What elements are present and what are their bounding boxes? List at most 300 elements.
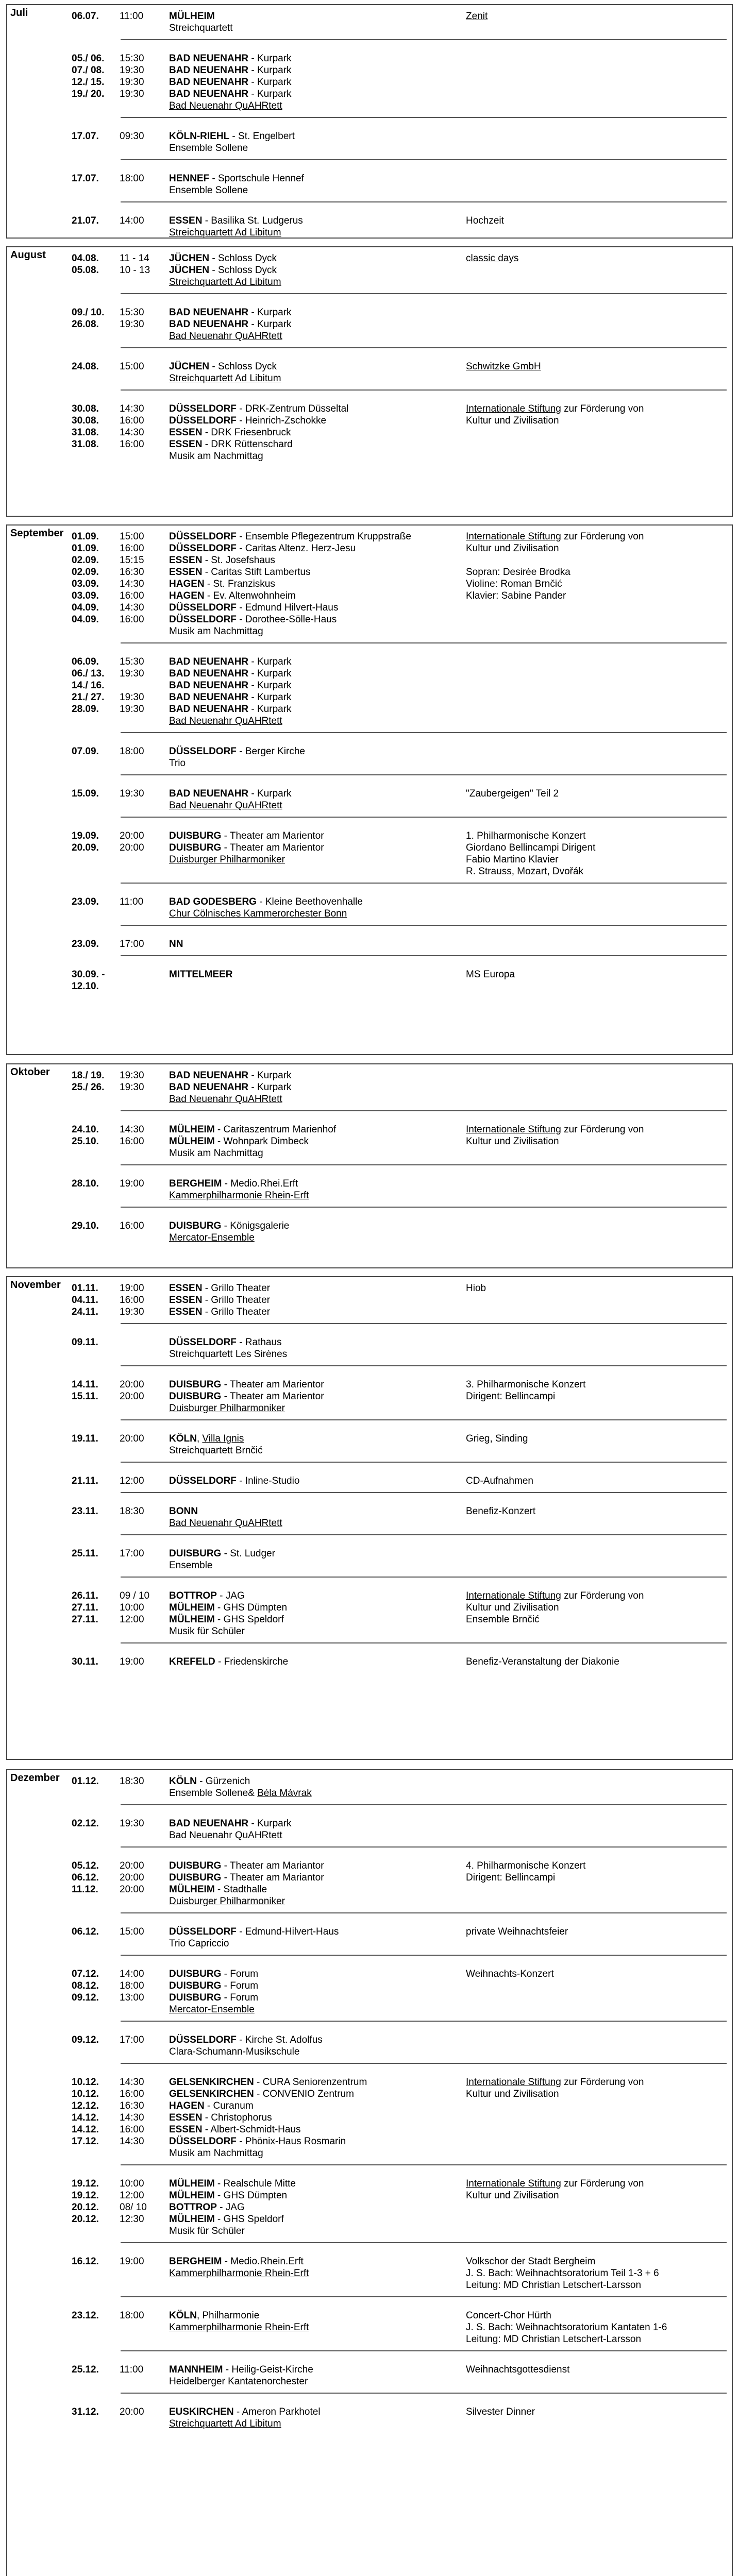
event-city: MÜLHEIM — [169, 1602, 215, 1613]
event-city: MÜLHEIM — [169, 2214, 215, 2225]
event-date: 27.11. — [72, 1602, 98, 1613]
month-section — [6, 4, 733, 239]
event-note: Kultur und Zivilisation — [466, 543, 559, 554]
event-date: 31.12. — [72, 2406, 99, 2417]
event-venue: BAD NEUENAHR - Kurpark — [169, 319, 292, 330]
event-venue: BAD NEUENAHR - Kurpark — [169, 65, 292, 76]
event-city: BAD NEUENAHR — [169, 89, 249, 99]
event-date: 31.08. — [72, 439, 99, 450]
event-venue: DÜSSELDORF - Dorothee-Sölle-Haus — [169, 614, 337, 625]
event-venue: Bad Neuenahr QuAHRtett — [169, 331, 282, 342]
event-time: 14:00 — [120, 1969, 144, 1979]
event-city: DÜSSELDORF — [169, 2035, 237, 2045]
event-venue: JÜCHEN - Schloss Dyck — [169, 265, 277, 276]
event-note: 1. Philharmonische Konzert — [466, 831, 586, 841]
event-venue: BAD NEUENAHR - Kurpark — [169, 788, 292, 799]
event-venue: ESSEN - Grillo Theater — [169, 1307, 271, 1317]
schedule-row — [7, 1819, 732, 1829]
schedule-row — [7, 1591, 732, 1601]
group-divider — [121, 1462, 727, 1463]
group-divider — [121, 2164, 727, 2165]
group-divider — [121, 774, 727, 775]
event-date: 27.11. — [72, 1614, 98, 1625]
event-date: 15.09. — [72, 788, 99, 799]
event-time: 20:00 — [120, 1860, 144, 1871]
event-venue: KÖLN-RIEHL - St. Engelbert — [169, 131, 295, 142]
event-note: MS Europa — [466, 969, 515, 980]
schedule-row — [7, 319, 732, 330]
schedule-row — [7, 2005, 732, 2015]
schedule-row — [7, 2191, 732, 2201]
schedule-row — [7, 2202, 732, 2213]
month-section — [6, 524, 733, 1055]
event-time: 19:30 — [120, 1307, 144, 1317]
event-note: Leitung: MD Christian Letschert-Larsson — [466, 2334, 642, 2345]
event-date: 10.12. — [72, 2089, 99, 2099]
schedule-row — [7, 2311, 732, 2321]
event-date: 02.09. — [72, 567, 99, 578]
event-note: Fabio Martino Klavier — [466, 854, 559, 865]
event-city: DUISBURG — [169, 1980, 222, 1991]
group-divider — [121, 1419, 727, 1420]
schedule-row — [7, 1380, 732, 1390]
event-date: 04.11. — [72, 1295, 98, 1306]
event-note: J. S. Bach: Weihnachtsoratorium Kantaten 1-6 — [466, 2322, 667, 2333]
event-time: 19:00 — [120, 1656, 144, 1667]
event-date: 19.11. — [72, 1433, 98, 1444]
group-divider — [121, 1577, 727, 1578]
event-city: MÜLHEIM — [169, 1884, 215, 1895]
event-city: BAD NEUENAHR — [169, 307, 249, 318]
event-date: 24.08. — [72, 361, 99, 372]
event-venue: Heidelberger Kantatenorchester — [169, 2376, 308, 2387]
schedule-row — [7, 1295, 732, 1306]
event-note: J. S. Bach: Weihnachtsoratorium Teil 1-3 + 6 — [466, 2268, 659, 2279]
event-venue: KREFELD - Friedenskirche — [169, 1656, 289, 1667]
event-venue: Bad Neuenahr QuAHRtett — [169, 716, 282, 726]
event-note: classic days — [466, 253, 519, 264]
event-city: JÜCHEN — [169, 361, 210, 372]
event-date: 04.09. — [72, 602, 99, 613]
group-divider — [121, 201, 727, 202]
event-time: 14:00 — [120, 215, 144, 226]
event-date: 14./ 16. — [72, 680, 105, 691]
event-venue: DÜSSELDORF - Berger Kirche — [169, 746, 305, 757]
group-divider — [121, 1207, 727, 1208]
event-city: MÜLHEIM — [169, 2178, 215, 2189]
event-venue: BAD NEUENAHR - Kurpark — [169, 668, 292, 679]
event-venue: Mercator-Ensemble — [169, 2004, 255, 2015]
event-note: Benefiz-Veranstaltung der Diakonie — [466, 1656, 619, 1667]
event-city: DUISBURG — [169, 842, 222, 853]
event-venue: HENNEF - Sportschule Hennef — [169, 173, 304, 184]
event-note: Zenit — [466, 11, 488, 22]
event-date: 25.12. — [72, 2364, 99, 2375]
event-time: 14:30 — [120, 2136, 144, 2147]
schedule-row — [7, 970, 732, 980]
event-date: 19.09. — [72, 831, 99, 841]
event-city: BAD NEUENAHR — [169, 668, 249, 679]
schedule-row — [7, 1137, 732, 1147]
event-time: 14:30 — [120, 2077, 144, 2088]
group-divider — [121, 732, 727, 733]
event-city: MÜLHEIM — [169, 1124, 215, 1135]
event-time: 18:00 — [120, 2310, 144, 2321]
schedule-row — [7, 77, 732, 88]
event-time: 11:00 — [120, 896, 144, 907]
event-time: 19:30 — [120, 668, 144, 679]
event-date: 03.09. — [72, 579, 99, 589]
event-date: 23.11. — [72, 1506, 98, 1517]
event-venue: Mercator-Ensemble — [169, 1232, 255, 1243]
event-date: 01.09. — [72, 543, 99, 554]
group-divider — [121, 2063, 727, 2064]
event-time: 19:30 — [120, 89, 144, 99]
event-city: DÜSSELDORF — [169, 403, 237, 414]
event-date: 01.09. — [72, 531, 99, 542]
schedule-row — [7, 1518, 732, 1529]
event-city: DUISBURG — [169, 1391, 222, 1402]
event-time: 19:30 — [120, 1070, 144, 1081]
event-date: 30.11. — [72, 1656, 98, 1667]
schedule-row — [7, 758, 732, 769]
event-venue: MÜLHEIM - Stadthalle — [169, 1884, 267, 1895]
event-city: BOTTROP — [169, 2202, 217, 2213]
schedule-row — [7, 2268, 732, 2279]
event-venue: Duisburger Philharmoniker — [169, 1896, 285, 1907]
event-city: ESSEN — [169, 439, 203, 450]
schedule-row — [7, 174, 732, 184]
group-divider — [121, 2393, 727, 2394]
schedule-row — [7, 843, 732, 853]
event-time: 20:00 — [120, 1884, 144, 1895]
event-note: Volkschor der Stadt Bergheim — [466, 2256, 596, 2267]
schedule-row — [7, 716, 732, 726]
event-city: DÜSSELDORF — [169, 531, 237, 542]
event-time: 16:00 — [120, 543, 144, 554]
schedule-row — [7, 692, 732, 703]
event-venue: Trio — [169, 758, 186, 769]
month-name: August — [10, 249, 46, 261]
event-time: 11:00 — [120, 11, 144, 22]
event-city: BAD NEUENAHR — [169, 692, 249, 703]
event-time: 15:00 — [120, 361, 144, 372]
schedule-row — [7, 1885, 732, 1895]
event-venue: ESSEN - Grillo Theater — [169, 1283, 271, 1294]
schedule-row — [7, 2214, 732, 2225]
event-city: DÜSSELDORF — [169, 614, 237, 625]
event-date: 20.12. — [72, 2202, 99, 2213]
schedule-row — [7, 1446, 732, 1456]
event-note: Weihnachtsgottesdienst — [466, 2364, 570, 2375]
event-date: 12.10. — [72, 981, 99, 992]
schedule-row — [7, 2179, 732, 2189]
event-date: 30.08. — [72, 403, 99, 414]
event-date: 23.12. — [72, 2310, 99, 2321]
month-section — [6, 1276, 733, 1760]
event-venue: GELSENKIRCHEN - CONVENIO Zentrum — [169, 2089, 354, 2099]
month-name: Dezember — [10, 1772, 60, 1784]
schedule-row — [7, 1392, 732, 1402]
schedule-row — [7, 681, 732, 691]
event-city: BERGHEIM — [169, 1178, 222, 1189]
schedule-row — [7, 591, 732, 601]
group-divider — [121, 1534, 727, 1535]
event-venue: Musik für Schüler — [169, 2226, 245, 2236]
event-time: 12:00 — [120, 1614, 144, 1625]
schedule-row — [7, 567, 732, 578]
schedule-row — [7, 1307, 732, 1317]
event-city: BAD NEUENAHR — [169, 1818, 249, 1829]
schedule-row — [7, 23, 732, 33]
schedule-row — [7, 1939, 732, 1949]
event-venue: Musik am Nachmittag — [169, 2148, 263, 2159]
event-venue: Chur Cölnisches Kammerorchester Bonn — [169, 908, 347, 919]
event-venue: JÜCHEN - Schloss Dyck — [169, 253, 277, 264]
event-city: BAD NEUENAHR — [169, 1070, 249, 1081]
event-venue: BAD NEUENAHR - Kurpark — [169, 53, 292, 64]
schedule-row — [7, 657, 732, 667]
event-city: NN — [169, 939, 183, 950]
month-section — [6, 246, 733, 517]
event-note: CD-Aufnahmen — [466, 1476, 533, 1486]
schedule-row — [7, 1148, 732, 1159]
event-city: ESSEN — [169, 555, 203, 566]
event-date: 17.07. — [72, 173, 99, 184]
event-venue: Duisburger Philharmoniker — [169, 854, 285, 865]
event-venue: Ensemble Sollene — [169, 185, 248, 196]
event-time: 17:00 — [120, 1548, 144, 1559]
event-venue: DÜSSELDORF - Caritas Altenz. Herz-Jesu — [169, 543, 356, 554]
group-divider — [121, 1846, 727, 1848]
event-city: DUISBURG — [169, 831, 222, 841]
event-date: 07.12. — [72, 1969, 99, 1979]
schedule-row — [7, 1981, 732, 1991]
event-note: Schwitzke GmbH — [466, 361, 541, 372]
schedule-row — [7, 2323, 732, 2333]
event-venue: DUISBURG - Theater am Mariantor — [169, 1860, 324, 1871]
schedule-row — [7, 2226, 732, 2236]
event-venue: Bad Neuenahr QuAHRtett — [169, 1094, 282, 1105]
event-city: BAD NEUENAHR — [169, 788, 249, 799]
schedule-row — [7, 362, 732, 372]
event-time: 19:30 — [120, 65, 144, 76]
event-venue: Musik am Nachmittag — [169, 451, 263, 462]
schedule-row — [7, 331, 732, 342]
event-time: 11 - 14 — [120, 253, 149, 264]
event-venue: DÜSSELDORF - Inline-Studio — [169, 1476, 300, 1486]
schedule-row — [7, 185, 732, 196]
event-note: Sopran: Desirée Brodka — [466, 567, 570, 578]
event-note: Hiob — [466, 1283, 486, 1294]
event-date: 07.09. — [72, 746, 99, 757]
event-venue: ESSEN - St. Josefshaus — [169, 555, 275, 566]
event-city: BAD NEUENAHR — [169, 656, 249, 667]
event-time: 20:00 — [120, 1872, 144, 1883]
event-venue: DUISBURG - Theater am Marientor — [169, 831, 324, 841]
event-time: 09:30 — [120, 131, 144, 142]
event-date: 02.12. — [72, 1818, 99, 1829]
event-venue: BOTTROP - JAG — [169, 1590, 245, 1601]
event-venue: Kammerphilharmonie Rhein-Erft — [169, 2322, 309, 2333]
month-name: Oktober — [10, 1066, 50, 1078]
event-venue: BAD NEUENAHR - Kurpark — [169, 307, 292, 318]
event-venue: DUISBURG - St. Ludger — [169, 1548, 275, 1559]
event-venue: HAGEN - Curanum — [169, 2100, 254, 2111]
event-note: Dirigent: Bellincampi — [466, 1391, 556, 1402]
event-venue: Bad Neuenahr QuAHRtett — [169, 1518, 282, 1529]
schedule-row — [7, 1615, 732, 1625]
event-time: 14:30 — [120, 1124, 144, 1135]
event-time: 17:00 — [120, 2035, 144, 2045]
event-note: private Weihnachtsfeier — [466, 1926, 568, 1937]
event-city: HAGEN — [169, 2100, 205, 2111]
schedule-row — [7, 1125, 732, 1135]
schedule-row — [7, 2280, 732, 2291]
event-city: DÜSSELDORF — [169, 746, 237, 757]
event-city: DÜSSELDORF — [169, 1926, 237, 1937]
event-date: 25.11. — [72, 1548, 98, 1559]
schedule-row — [7, 555, 732, 566]
event-date: 09.11. — [72, 1337, 98, 1348]
event-city: DÜSSELDORF — [169, 1476, 237, 1486]
event-note: R. Strauss, Mozart, Dvořák — [466, 866, 584, 877]
event-time: 15:15 — [120, 555, 144, 566]
event-venue: DUISBURG - Theater am Marientor — [169, 842, 324, 853]
event-venue: HAGEN - St. Franziskus — [169, 579, 275, 589]
event-time: 18:30 — [120, 1776, 144, 1787]
event-venue: Ensemble — [169, 1560, 213, 1571]
event-venue: ESSEN - DRK Rüttenschard — [169, 439, 293, 450]
event-time: 19:00 — [120, 1283, 144, 1294]
event-venue: Bad Neuenahr QuAHRtett — [169, 800, 282, 811]
event-city: BAD GODESBERG — [169, 896, 257, 907]
schedule-row — [7, 603, 732, 613]
group-divider — [121, 2350, 727, 2351]
event-date: 18./ 19. — [72, 1070, 105, 1081]
schedule-row — [7, 143, 732, 154]
schedule-row — [7, 855, 732, 865]
event-venue: Musik am Nachmittag — [169, 626, 263, 637]
event-city: DÜSSELDORF — [169, 2136, 237, 2147]
event-venue: ESSEN - DRK Friesenbruck — [169, 427, 291, 438]
schedule-row — [7, 939, 732, 950]
event-venue — [169, 939, 183, 950]
event-time: 10:00 — [120, 1602, 144, 1613]
schedule-row — [7, 2419, 732, 2429]
group-divider — [121, 1323, 727, 1324]
event-time: 19:00 — [120, 2256, 144, 2267]
group-divider — [121, 1164, 727, 1165]
event-city: ESSEN — [169, 2112, 203, 2123]
event-time: 14:30 — [120, 2112, 144, 2123]
event-date: 17.12. — [72, 2136, 99, 2147]
event-date: 16.12. — [72, 2256, 99, 2267]
event-date: 09.12. — [72, 2035, 99, 2045]
event-city: KÖLN — [169, 2310, 197, 2321]
event-time: 15:00 — [120, 1926, 144, 1937]
schedule-row — [7, 2365, 732, 2375]
event-date: 21.07. — [72, 215, 99, 226]
event-time: 15:30 — [120, 307, 144, 318]
schedule-row — [7, 669, 732, 679]
event-note: Kultur und Zivilisation — [466, 415, 559, 426]
group-divider — [121, 1365, 727, 1366]
schedule-row — [7, 909, 732, 919]
group-divider — [121, 2296, 727, 2297]
event-date: 14.12. — [72, 2124, 99, 2135]
event-venue: ESSEN - Basilika St. Ludgerus — [169, 215, 303, 226]
event-venue: Clara-Schumann-Musikschule — [169, 2046, 300, 2057]
event-time: 14:30 — [120, 403, 144, 414]
event-city: KREFELD — [169, 1656, 215, 1667]
event-date: 01.11. — [72, 1283, 98, 1294]
schedule-row — [7, 2148, 732, 2159]
event-time: 11:00 — [120, 2364, 144, 2375]
month-name: November — [10, 1279, 61, 1291]
event-city: DUISBURG — [169, 1992, 222, 2003]
event-city: ESSEN — [169, 567, 203, 578]
event-note: Internationale Stiftung zur Förderung von — [466, 1590, 644, 1601]
event-time: 19:30 — [120, 704, 144, 715]
event-venue: Streichquartett — [169, 23, 233, 33]
event-date: 23.09. — [72, 939, 99, 950]
event-time: 16:00 — [120, 439, 144, 450]
event-date: 05./ 06. — [72, 53, 105, 64]
event-time: 18:00 — [120, 746, 144, 757]
group-divider — [121, 1955, 727, 1956]
event-venue: BAD NEUENAHR - Kurpark — [169, 680, 292, 691]
event-venue: BAD NEUENAHR - Kurpark — [169, 704, 292, 715]
event-date: 03.09. — [72, 590, 99, 601]
event-date: 28.09. — [72, 704, 99, 715]
event-time: 16:30 — [120, 2100, 144, 2111]
event-venue: Streichquartett Les Sirènes — [169, 1349, 288, 1360]
event-venue: KÖLN - Gürzenich — [169, 1776, 250, 1787]
event-venue — [169, 11, 215, 22]
schedule-row — [7, 704, 732, 715]
event-time: 10:00 — [120, 2178, 144, 2189]
event-venue: BAD NEUENAHR - Kurpark — [169, 1070, 292, 1081]
event-venue: GELSENKIRCHEN - CURA Seniorenzentrum — [169, 2077, 367, 2088]
event-venue: Streichquartett Brnčić — [169, 1445, 263, 1456]
event-note: Violine: Roman Brnčić — [466, 579, 562, 589]
event-city: KÖLN — [169, 1433, 197, 1444]
event-venue: Bad Neuenahr QuAHRtett — [169, 1830, 282, 1841]
event-time: 20:00 — [120, 831, 144, 841]
schedule-row — [7, 1626, 732, 1637]
group-divider — [121, 39, 727, 40]
event-city: GELSENKIRCHEN — [169, 2089, 254, 2099]
event-venue: BERGHEIM - Medio.Rhein.Erft — [169, 2256, 304, 2267]
event-venue: MÜLHEIM - Wohnpark Dimbeck — [169, 1136, 309, 1147]
event-venue: MÜLHEIM - Caritaszentrum Marienhof — [169, 1124, 337, 1135]
event-note: Silvester Dinner — [466, 2406, 535, 2417]
schedule-row — [7, 277, 732, 287]
event-note: Kultur und Zivilisation — [466, 2190, 559, 2201]
schedule-row — [7, 131, 732, 142]
schedule-row — [7, 2047, 732, 2057]
event-time: 19:30 — [120, 319, 144, 330]
schedule-row — [7, 2125, 732, 2135]
event-city: EUSKIRCHEN — [169, 2406, 234, 2417]
event-note: Ensemble Brnčić — [466, 1614, 540, 1625]
event-venue: ESSEN - Albert-Schmidt-Haus — [169, 2124, 301, 2135]
schedule-row — [7, 451, 732, 462]
event-note: Kultur und Zivilisation — [466, 1136, 559, 1147]
schedule-row — [7, 1831, 732, 1841]
schedule-row — [7, 1071, 732, 1081]
